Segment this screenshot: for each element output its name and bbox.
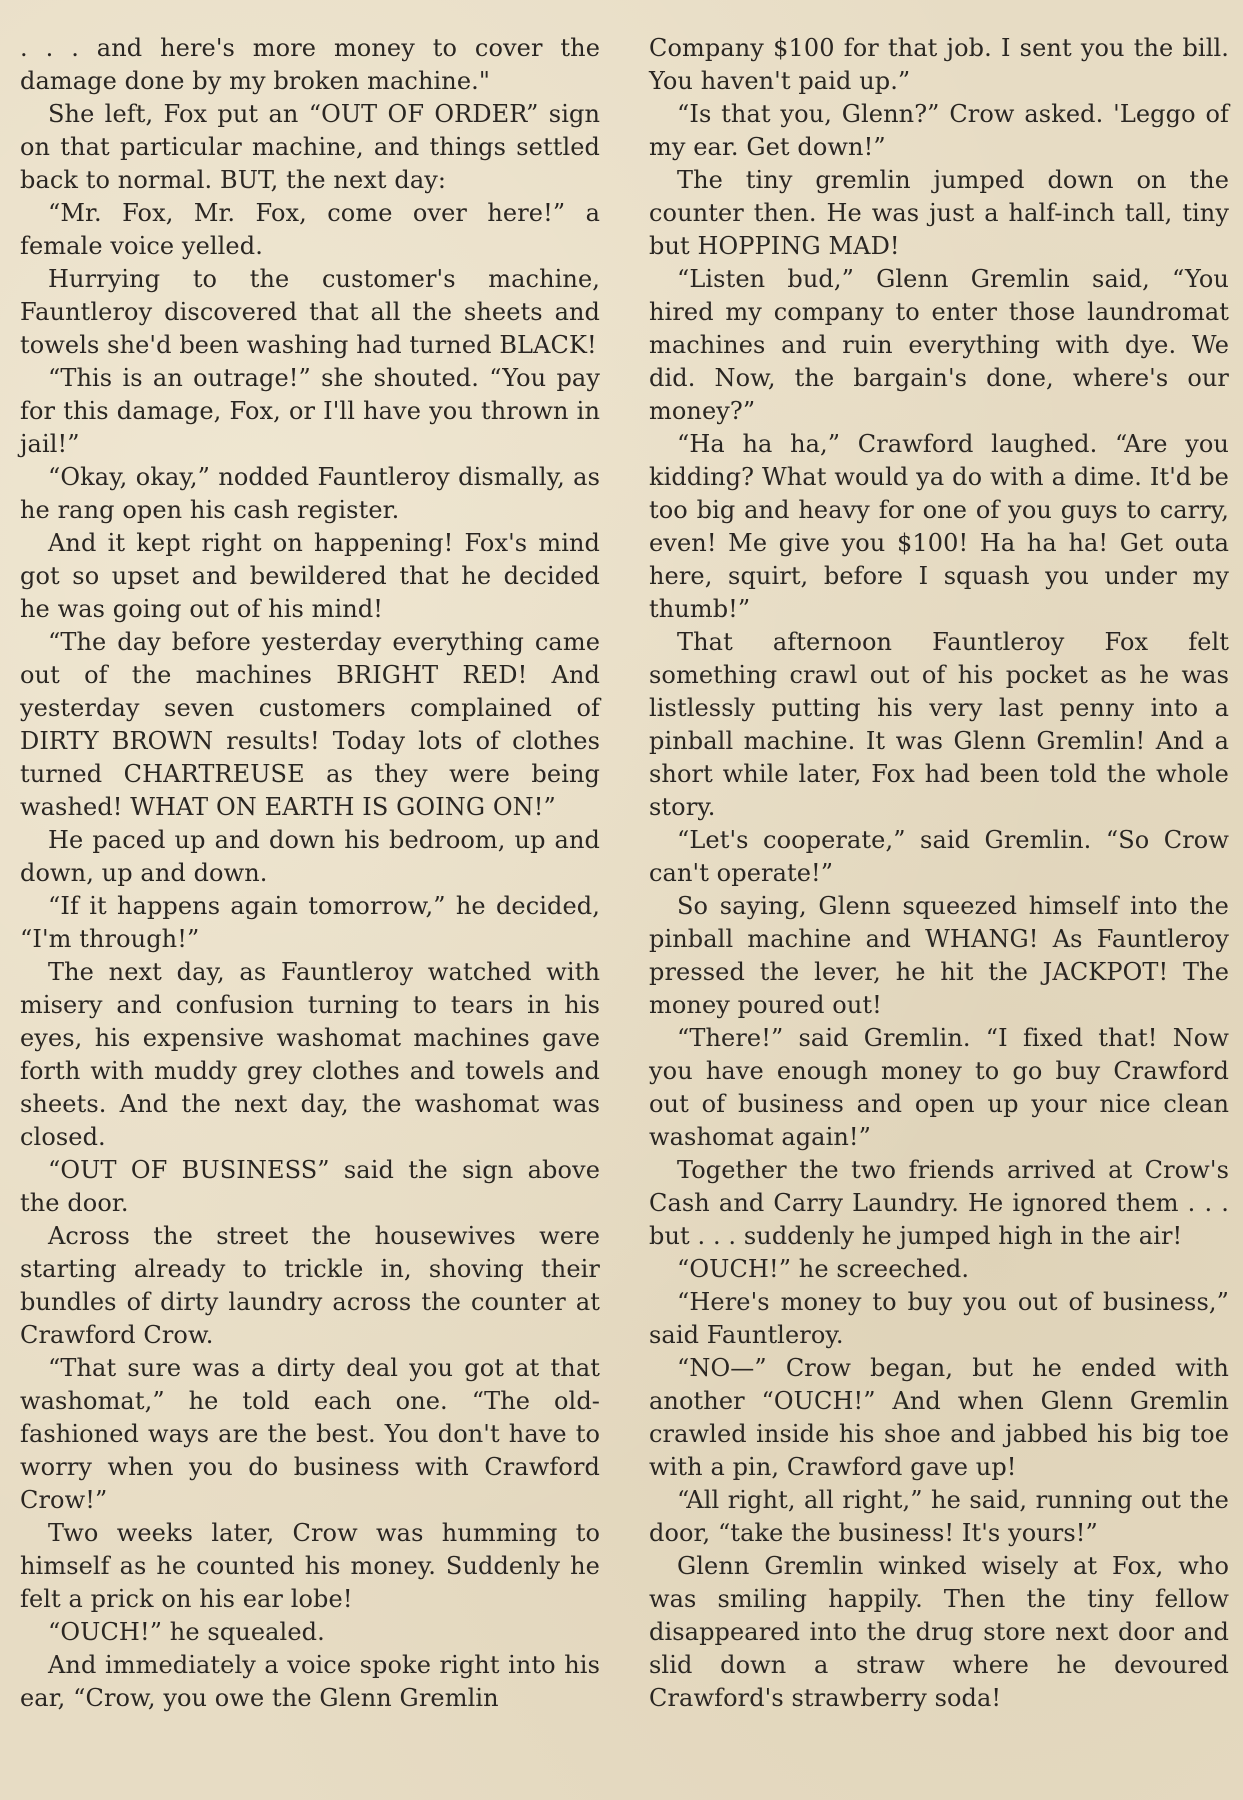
paragraph: “Listen bud,” Glenn Gremlin said, “You hired my company to enter those laundromat machines and ruin everything with dye. We did. Now, the bargain's done, where's our money?” xyxy=(649,265,1229,425)
text-columns xyxy=(20,32,1229,1715)
paragraph: “Is that you, Glenn?” Crow asked. 'Leggo of my ear. Get down!” xyxy=(649,100,1229,161)
paragraph: “OUT OF BUSINESS” said the sign above the door. xyxy=(20,1156,600,1217)
paragraph: “OUCH!” he squealed. xyxy=(48,1618,325,1646)
left-column xyxy=(20,32,600,1715)
paragraph: She left, Fox put an “OUT OF ORDER” sign on that particular machine, and things settled back to normal. BUT, the next day: xyxy=(20,100,600,194)
paragraph: “Here's money to buy you out of business,” said Fauntleroy. xyxy=(649,1288,1229,1349)
paragraph: “If it happens again tomorrow,” he decided, “I'm through!” xyxy=(20,892,600,953)
paragraph: “This is an outrage!” she shouted. “You pay for this damage, Fox, or I'll have you thrown in jail!” xyxy=(20,364,600,458)
paragraph: And immediately a voice spoke right into his ear, “Crow, you owe the Glenn Gremlin xyxy=(20,1651,600,1712)
paragraph: The next day, as Fauntleroy watched with misery and confusion turning to tears in his eyes, his expensive washomat machines gave forth with muddy grey clothes and towels and sheets. And the next day, the washomat was closed. xyxy=(20,958,600,1151)
paragraph: “That sure was a dirty deal you got at that washomat,” he told each one. “The old-fashioned ways are the best. You don't have to worry when you do business with Crawford Crow!” xyxy=(20,1354,600,1514)
paragraph: . . . and here's more money to cover the damage done by my broken machine." xyxy=(20,34,600,95)
paragraph: Two weeks later, Crow was humming to himself as he counted his money. Suddenly he felt a prick on his ear lobe! xyxy=(20,1519,600,1613)
paragraph: “OUCH!” he screeched. xyxy=(677,1255,970,1283)
paragraph: “Okay, okay,” nodded Fauntleroy dismally, as he rang open his cash register. xyxy=(20,463,600,524)
paragraph: Together the two friends arrived at Crow's Cash and Carry Laundry. He ignored them . . . but . . . suddenly he jumped high in the air! xyxy=(649,1156,1229,1250)
paragraph: “All right, all right,” he said, running out the door, “take the business! It's yours!” xyxy=(649,1486,1229,1547)
paragraph: Glenn Gremlin winked wisely at Fox, who was smiling happily. Then the tiny fellow disappeared into the drug store next door and slid down a straw where he devoured Crawford's strawberry soda! xyxy=(649,1552,1229,1712)
paragraph: “NO—” Crow began, but he ended with another “OUCH!” And when Glenn Gremlin crawled inside his shoe and jabbed his big toe with a pin, Crawford gave up! xyxy=(649,1354,1229,1481)
paragraph: “Ha ha ha,” Crawford laughed. “Are you kidding? What would ya do with a dime. It'd be too big and heavy for one of you guys to carry, even! Me give you $100! Ha ha ha! Get outa here, squirt, before I squash you under my thumb!” xyxy=(649,430,1229,623)
paragraph: So saying, Glenn squeezed himself into the pinball machine and WHANG! As Fauntleroy pressed the lever, he hit the JACKPOT! The money poured out! xyxy=(649,892,1229,1019)
paragraph: He paced up and down his bedroom, up and down, up and down. xyxy=(20,826,600,887)
paragraph: Across the street the housewives were starting already to trickle in, shoving their bundles of dirty laundry across the counter at Crawford Crow. xyxy=(20,1222,600,1349)
paragraph: The tiny gremlin jumped down on the counter then. He was just a half-inch tall, tiny but HOPPING MAD! xyxy=(649,166,1229,260)
paragraph: Hurrying to the customer's machine, Fauntleroy discovered that all the sheets and towels she'd been washing had turned BLACK! xyxy=(20,265,600,359)
paragraph: “The day before yesterday everything came out of the machines BRIGHT RED! And yesterday seven customers complained of DIRTY BROWN results! Today lots of clothes turned CHARTREUSE as they were being washed! WHAT ON EARTH IS GOING ON!” xyxy=(20,628,600,821)
paragraph: And it kept right on happening! Fox's mind got so upset and bewildered that he decided he was going out of his mind! xyxy=(20,529,600,623)
right-column xyxy=(649,32,1229,1715)
paragraph: That afternoon Fauntleroy Fox felt something crawl out of his pocket as he was listlessly putting his very last penny into a pinball machine. It was Glenn Gremlin! And a short while later, Fox had been told the whole story. xyxy=(649,628,1229,821)
paragraph: “There!” said Gremlin. “I fixed that! Now you have enough money to go buy Crawford out of business and open up your nice clean washomat again!” xyxy=(649,1024,1229,1151)
paragraph: Company $100 for that job. I sent you the bill. You haven't paid up.” xyxy=(649,34,1229,95)
paragraph: “Mr. Fox, Mr. Fox, come over here!” a female voice yelled. xyxy=(20,199,600,260)
paragraph: “Let's cooperate,” said Gremlin. “So Crow can't operate!” xyxy=(649,826,1229,887)
